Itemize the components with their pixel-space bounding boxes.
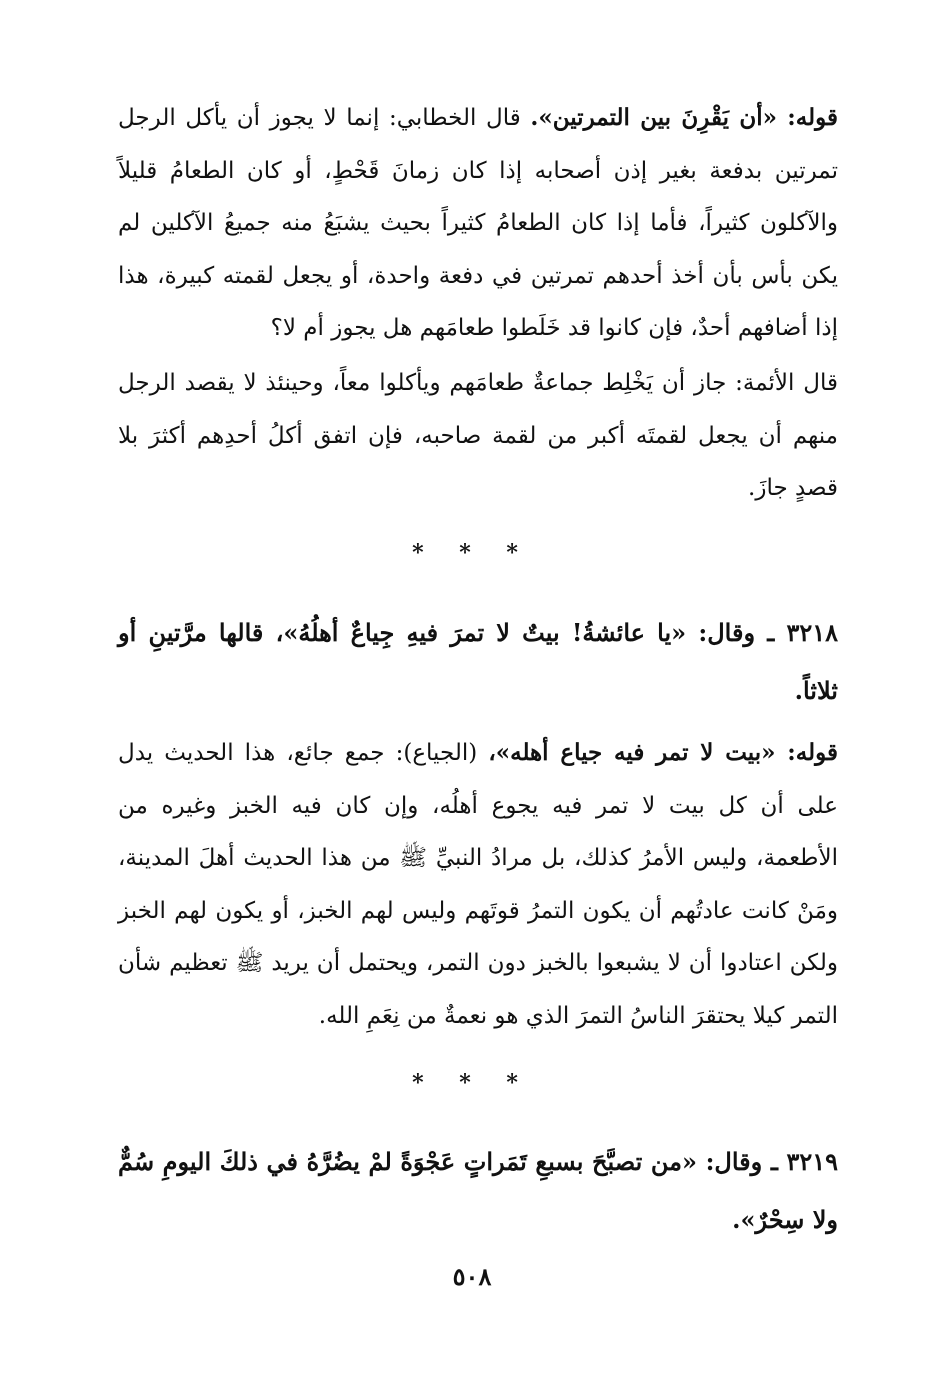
commentary-paragraph-1 [118,92,838,355]
commentary-text: قال الأئمة: جاز أن يَخْلِط جماعةٌ طعامَهم ويأكلوا معاً، وحينئذ لا يقصد الرجل منهم أن يجعل لقمتَه أكبر من لقمة صاحبه، فإن اتفق أكلُ أحدِهم أكثرَ بلا قصدٍ جازَ. [118,370,838,501]
commentary-text: قال الخطابي: إنما لا يجوز أن يأكل الرجل تمرتين بدفعة بغير إذن أصحابه إذا كان زمانَ قَحْطٍ، أو كان الطعامُ قليلاً والآكلون كثيراً، فأما إذا كان الطعامُ كثيراً بحيث يشبَعُ منه جميعُ الآكلين لم يكن بأس بأن أخذ أحدهم تمرتين في دفعة واحدة، أو يجعل لقمته كبيرة، هذا إذا أضافهم أحدٌ، فإن كانوا قد خَلَطوا طعامَهم هل يجوز أم لا؟ [118,105,838,341]
hadith-3219 [118,1133,838,1249]
page-number: ٥٠٨ [452,1262,492,1291]
lemma-quote: قوله: «أن يَقْرِنَ بين التمرتين». [530,104,838,131]
commentary-text: (الجياع): جمع جائع، هذا الحديث يدل على أن كل بيت لا تمر فيه يجوع أهلُه، وإن كان فيه الخبز وغيره من الأطعمة، وليس الأمرُ كذلك، بل مرادُ النبيِّ ﷺ من هذا الحديث أهلَ المدينة، ومَنْ كانت عادتُهم أن يكون التمرُ قوتَهم وليس لهم الخبز، أو يكون لهم الخبز ولكن اعتادوا أن لا يشبعوا بالخبز دون التمر، ويحتمل أن يريد ﷺ تعظيم شأن التمر كيلا يحتقرَ الناسُ التمرَ الذي هو نعمةٌ من نِعَمِ الله. [118,740,838,1029]
section-separator: * * * [412,1070,532,1096]
lemma-quote: قوله: «بيت لا تمر فيه جياع أهله»، [488,739,838,766]
section-separator: * * * [412,540,532,566]
commentary-paragraph-3 [118,727,838,1042]
hadith-3218 [118,604,838,720]
hadith-text: ٣٢١٩ ـ وقال: «من تصبَّحَ بسبعِ تَمَراتٍ عَجْوَةً لمْ يضُرَّهُ في ذلكَ اليومِ سُمٌّ ولا سِحْرٌ». [118,1147,839,1234]
hadith-text: ٣٢١٨ ـ وقال: «يا عائشةُ! بيتٌ لا تمرَ فيهِ جِياعٌ أهلُهُ»، قالها مرَّتينِ أو ثلاثاً. [118,618,839,705]
commentary-paragraph-2 [118,357,838,515]
